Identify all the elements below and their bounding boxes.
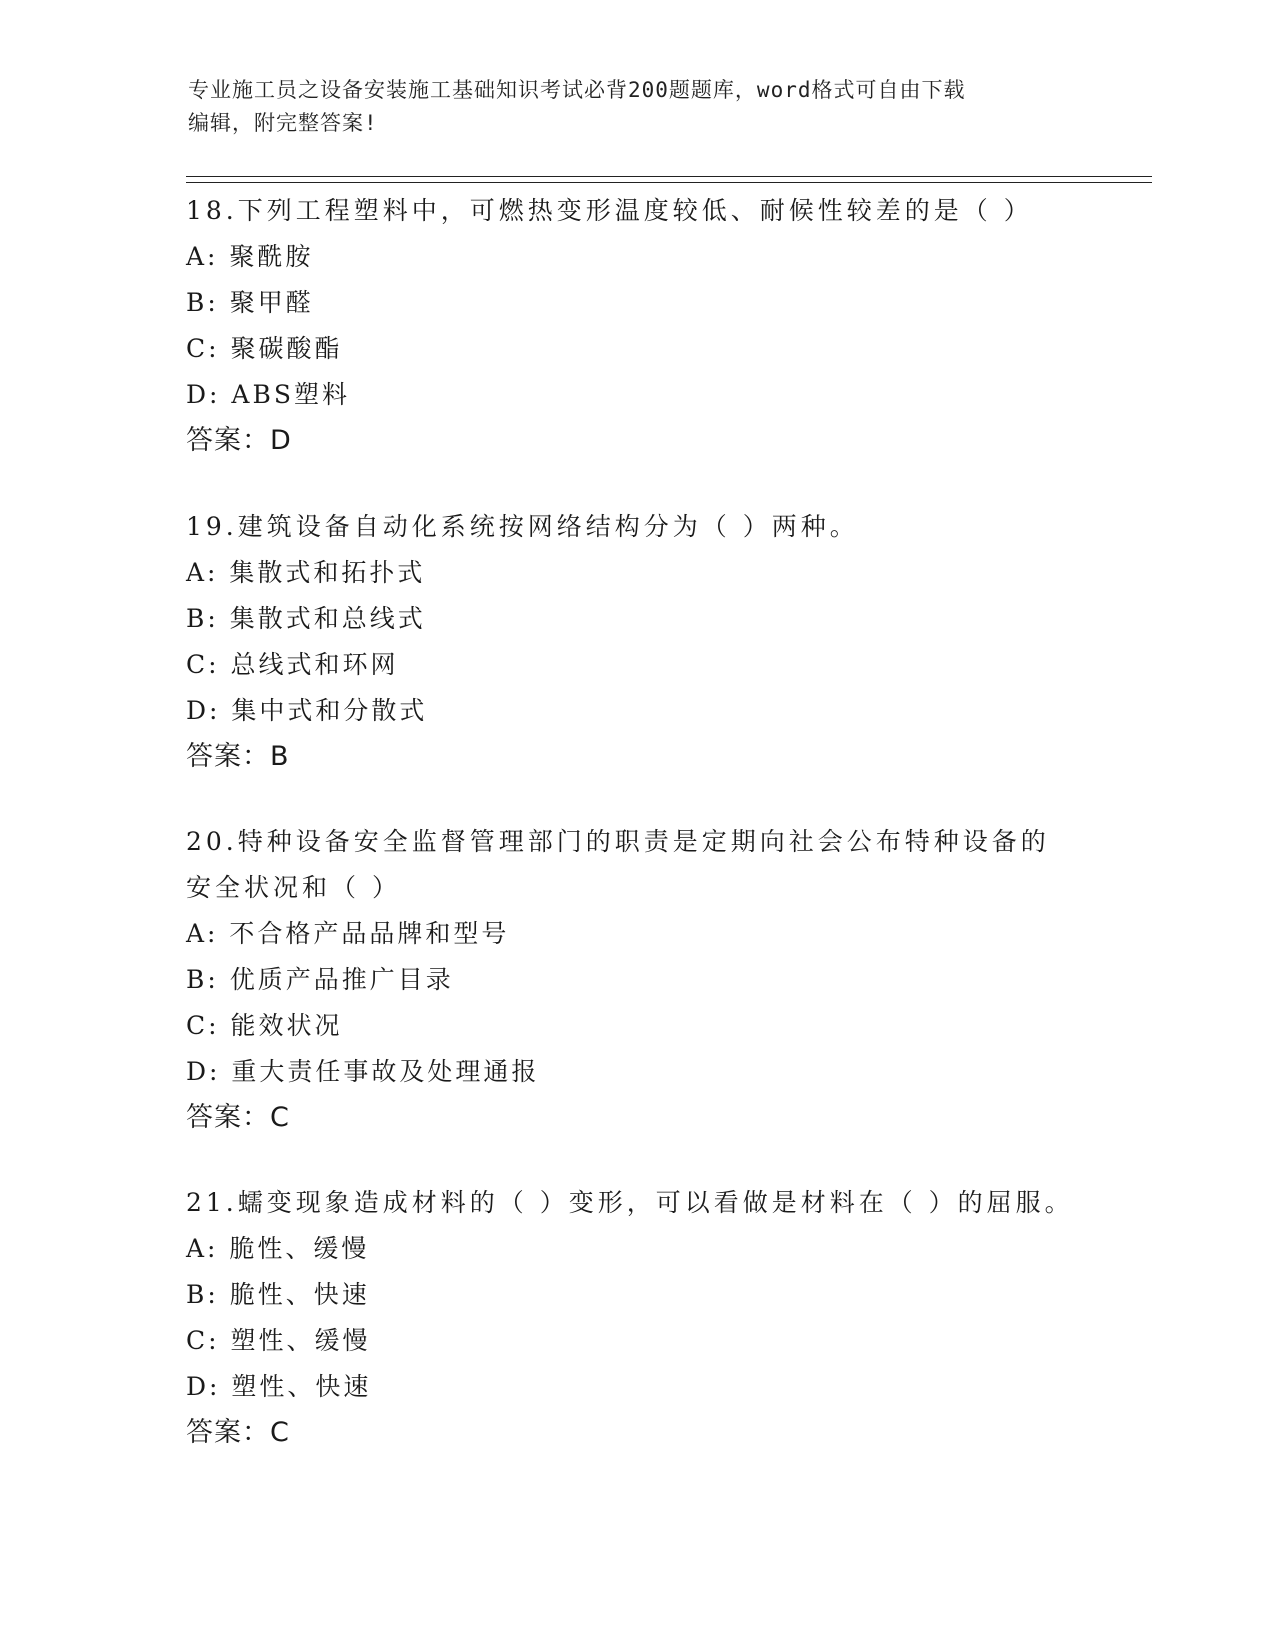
question-stem: 19.建筑设备自动化系统按网络结构分为（ ）两种。 xyxy=(186,512,859,541)
question-19 xyxy=(186,504,1086,780)
option-b: B: 优质产品推广目录 xyxy=(186,965,454,994)
question-stem: 21.蠕变现象造成材料的（ ）变形，可以看做是材料在（ ）的屈服。 xyxy=(186,1188,1074,1217)
answer: 答案：D xyxy=(186,425,292,456)
answer: 答案：B xyxy=(186,741,290,772)
option-d: D: ABS塑料 xyxy=(186,380,350,409)
option-c: C: 总线式和环网 xyxy=(186,650,399,679)
header-line-2: 编辑，附完整答案! xyxy=(188,111,378,135)
option-c: C: 聚碳酸酯 xyxy=(186,334,343,363)
option-a: A: 集散式和拓扑式 xyxy=(186,558,426,587)
option-b: B: 集散式和总线式 xyxy=(186,604,426,633)
option-b: B: 脆性、快速 xyxy=(186,1280,370,1309)
option-a: A: 脆性、缓慢 xyxy=(186,1234,370,1263)
answer: 答案：C xyxy=(186,1102,290,1133)
header-line-1: 专业施工员之设备安装施工基础知识考试必背200题题库，word格式可自由下载 xyxy=(188,78,966,102)
question-stem: 20.特种设备安全监督管理部门的职责是定期向社会公布特种设备的安全状况和（ ） xyxy=(186,827,1050,902)
option-b: B: 聚甲醛 xyxy=(186,288,314,317)
option-a: A: 不合格产品品牌和型号 xyxy=(186,919,510,948)
answer: 答案：C xyxy=(186,1417,290,1448)
header-divider-bottom xyxy=(186,182,1152,183)
option-a: A: 聚酰胺 xyxy=(186,242,314,271)
question-18 xyxy=(186,188,1086,464)
option-c: C: 能效状况 xyxy=(186,1011,343,1040)
question-stem: 18.下列工程塑料中，可燃热变形温度较低、耐候性较差的是（ ） xyxy=(186,196,1033,225)
option-d: D: 塑性、快速 xyxy=(186,1372,372,1401)
option-d: D: 重大责任事故及处理通报 xyxy=(186,1057,540,1086)
document-header xyxy=(188,74,1088,140)
header-divider-top xyxy=(186,176,1152,177)
option-c: C: 塑性、缓慢 xyxy=(186,1326,371,1355)
question-21 xyxy=(186,1180,1086,1456)
option-d: D: 集中式和分散式 xyxy=(186,696,428,725)
question-20 xyxy=(186,819,1086,1141)
